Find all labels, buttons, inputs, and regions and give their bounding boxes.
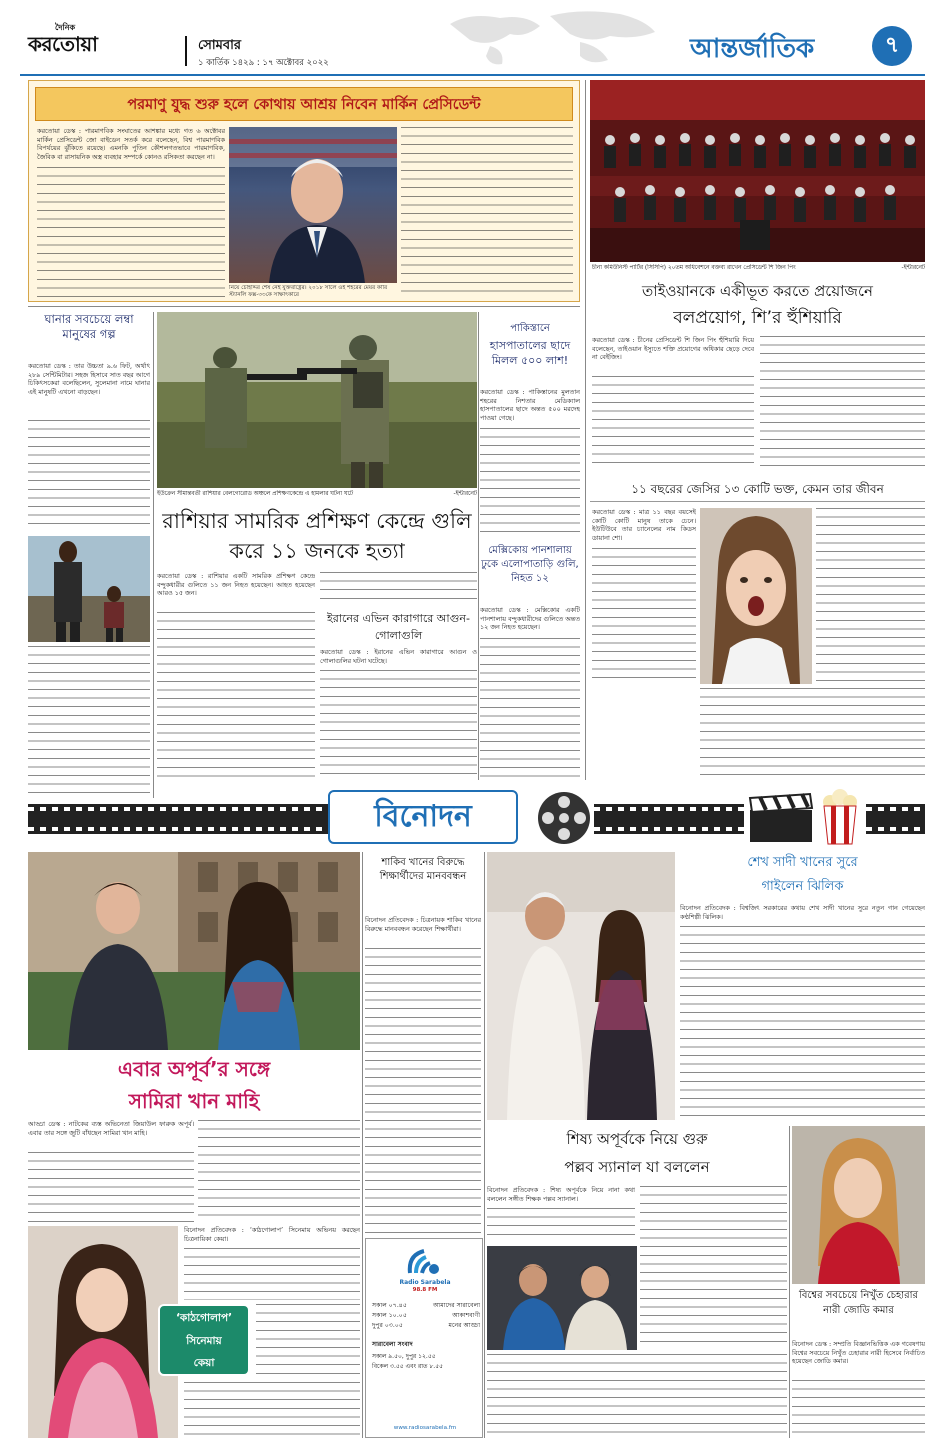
nuke-col1-text <box>37 167 225 297</box>
radio-logo-icon <box>404 1245 444 1279</box>
jodie-text <box>792 1380 925 1438</box>
apurba-lead: আড্ডা ডেস্ক : নাটকের ব্যস্ত অভিনেতা জিয়াউল ফারুক অপূর্ব। এবার তার সঙ্গে জুটি বাঁধছেন সামিরা খান মাহি। <box>28 1120 194 1137</box>
keya-text-2 <box>256 1304 360 1378</box>
apurba-mahi-photo <box>28 852 360 1050</box>
column-rule <box>585 80 586 780</box>
jodie-headline: বিশ্বের সবচেয়ে নিখুঁত চেহারার নারী জোডি কমার <box>798 1290 919 1316</box>
shakib-headline: শাকিব খানের বিরুদ্ধে শিক্ষার্থীদের মানববন্ধন <box>379 857 467 882</box>
schedule-row: সকাল ১০.০৫ আকাশবাণী <box>372 1312 480 1319</box>
day-label: সোমবার <box>198 38 242 53</box>
biden-photo-caption: নিয়ে চৌহদ্দির শেষ নেই যুক্তরাষ্ট্রের। ২০১৮ সালে ওই শহরের মেয়র কারি স্ট্যানলি ফক্স-৩৩কে সাক্ষাৎকারে <box>229 285 388 298</box>
clapperboard-icon <box>748 792 814 844</box>
film-reel-icon <box>536 790 592 846</box>
nuke-article-box <box>28 80 580 302</box>
pakistan-kicker: পাকিস্তানে <box>510 323 550 334</box>
ghana-text-1 <box>28 420 150 532</box>
apurba-headline-2: সামিরা খান মাহি <box>128 1089 260 1113</box>
pallab-lead: বিনোদন প্রতিবেদক : শিষ্য অপূর্বকে নিয়ে নানা কথা বললেন সঙ্গীত শিক্ষক পল্লব স্যানাল। <box>487 1186 635 1203</box>
iran-lead: করতোয়া ডেস্ক : ইরানের এভিন কারাগারে আগুন ও গোলাগুলির ঘটনা ঘটেছে। <box>320 648 477 665</box>
russia-text-1 <box>157 612 315 780</box>
radio-ad <box>365 1238 483 1438</box>
popcorn-icon <box>818 788 862 846</box>
pallab-text-1 <box>487 1208 635 1242</box>
china-congress-photo <box>590 80 925 262</box>
russia-headline: রাশিয়ার সামরিক প্রশিক্ষণ কেন্দ্রে গুলি করে ১১ জনকে হত্যা <box>162 509 472 563</box>
russian-soldiers-photo <box>157 312 477 488</box>
mexico-lead: করতোয়া ডেস্ক : মেক্সিকোর একটি পানশালায় বন্দুকধারীদের গুলিতে অন্তত ১২ জন নিহত হয়েছেন। <box>480 606 580 632</box>
russia-text-2 <box>320 572 477 606</box>
radio-frequency: 98.8 FM <box>412 1287 438 1293</box>
china-lead: করতোয়া ডেস্ক : চীনের প্রেসিডেন্ট শি জিন পিং হুঁশিয়ারি দিয়ে বলেছেন, তাইওয়ান ইস্যুতে শক্তি প্রয়োগের অধিকার ছেড়ে দেবে না বেইজিং। <box>592 336 754 362</box>
pallab-headline-1: শিষ্য অপূর্বকে নিয়ে গুরু <box>566 1130 708 1148</box>
iran-headline: ইরানের এভিন কারাগারে আগুন-গোলাগুলি <box>327 612 470 642</box>
girl-text-3 <box>700 688 925 780</box>
keya-badge-line-2: সিনেমায় <box>186 1335 222 1347</box>
china-photo-caption: চীনা কমিউনিস্ট পার্টির (সিসিপি) ২০তম অধিবেশনে বক্তব্য রাখেন প্রেসিডেন্ট শি জিন পিং <box>592 265 796 271</box>
jodie-lead: বিনোদন ডেস্ক : সম্প্রতি বিজ্ঞানভিত্তিক এক গবেষণায় বিশ্বের সবচেয়ে নিখুঁত চেহারার নারী হিসেবে নির্বাচিত হয়েছেন জোডি কমার। <box>792 1340 925 1366</box>
girl-text-2 <box>816 508 925 684</box>
jhilik-headline-2: গাইলেন ঝিলিক <box>761 879 844 894</box>
radio-news-label: সারাবেলা সংবাদ <box>372 1341 413 1348</box>
shakib-lead: বিনোদন প্রতিবেদক : চিত্রনায়ক শাকিব খানের বিরুদ্ধে মানববন্ধন করেছেন শিক্ষার্থীরা। <box>365 916 481 933</box>
girl-headline: ১১ বছরের জেসির ১৩ কোটি ভক্ত, কেমন তার জীবন <box>631 482 884 496</box>
china-photo-credit: -ইন্টারনেট <box>901 265 925 271</box>
section-title: আন্তর্জাতিক <box>690 34 815 64</box>
column-rule <box>478 312 479 780</box>
apurba-text-1 <box>28 1152 194 1222</box>
entertainment-title: বিনোদন <box>374 799 472 834</box>
nuke-headline: পরমাণু যুদ্ধ শুরু হলে কোথায় আশ্রয় নিবেন মার্কিন প্রেসিডেন্ট <box>127 97 481 113</box>
ghana-headline: ঘানার সবচেয়ে লম্বা মানুষের গল্প <box>44 312 134 341</box>
column-rule <box>484 852 485 1438</box>
nuke-headline-bar <box>35 87 573 121</box>
china-text-1 <box>592 376 754 470</box>
entertainment-title-box <box>328 790 518 844</box>
mexico-headline: মেক্সিকোয় পানশালায় ঢুকে এলোপাতাড়ি গুলি, নিহত ১২ <box>481 545 579 584</box>
masthead-rule <box>20 74 925 76</box>
keya-text-3 <box>184 1382 360 1438</box>
pakistan-text <box>480 428 580 540</box>
ghana-lead: করতোয়া ডেস্ক : তার উচ্চতা ৯.৬ ফিট, অর্থাৎ ২৮৯ সেন্টিমিটার। সহজ হিসাবে সাত বছর আগে চিকিৎসকেরা বলেছিলেন, সুলেমানা নামে ঘানার এই মানুষটি এখনো বাড়ছেন। <box>28 362 150 396</box>
tall-man-photo <box>28 536 150 642</box>
shakib-text <box>365 948 481 1234</box>
apurba-headline-1: এবার অপূর্ব’র সঙ্গে <box>117 1057 271 1081</box>
film-strip-left <box>28 804 348 834</box>
ghana-text-2 <box>28 646 150 798</box>
keya-photo <box>28 1226 178 1438</box>
radio-name: Radio Sarabela <box>399 1279 451 1286</box>
apurba-text-2 <box>198 1120 360 1222</box>
iran-text <box>320 670 477 780</box>
pallab-text-3 <box>487 1354 787 1438</box>
keya-lead: বিনোদন প্রতিবেদক : ‘কাঠগোলাপ’ সিনেমায় অভিনয় করছেন চিত্রনায়িকা কেয়া। <box>184 1226 360 1243</box>
keya-badge <box>158 1304 250 1376</box>
column-rule <box>789 1126 790 1438</box>
pallab-headline-2: পল্লব স্যানাল যা বললেন <box>564 1158 710 1176</box>
pakistan-headline: হাসপাতালের ছাদে মিলল ৫০০ লাশ! <box>489 339 571 367</box>
section-rule <box>28 306 580 307</box>
pallab-photo <box>487 1246 637 1350</box>
film-strip-right <box>594 804 744 834</box>
keya-badge-line-3: কেয়া <box>193 1357 215 1369</box>
mexico-text <box>480 638 580 780</box>
jodie-photo <box>792 1126 925 1284</box>
film-strip-end <box>866 804 925 834</box>
biden-photo <box>229 127 397 283</box>
china-headline-2: বলপ্রয়োগ, শি’র হুঁশিয়ারি <box>673 308 842 328</box>
girl-photo <box>700 508 812 684</box>
paper-small-label: দৈনিক <box>55 23 76 32</box>
nuke-col3-text <box>401 127 573 297</box>
masthead <box>0 0 945 76</box>
jhilik-lead: বিনোদন প্রতিবেদক : বিশ্বজিৎ সরকারের কথায় শেখ সাদী খানের সুরে নতুন গান গেয়েছেন কণ্ঠশিল্পী ঝিলিক। <box>680 904 925 921</box>
keya-badge-line-1: ‘কাঠগোলাপ’ <box>175 1312 233 1324</box>
radio-website-link[interactable]: www.radiosarabela.fm <box>393 1425 457 1431</box>
jhilik-text <box>680 926 925 1120</box>
radio-schedule <box>372 1301 480 1331</box>
radio-news-times-2: বিকেল ৩.৫৫ এবং রাত ৮.৫৫ <box>372 1363 443 1370</box>
pallab-text-2 <box>640 1186 787 1346</box>
jhilik-headline-1: শেখ সাদী খানের সুরে <box>747 855 858 870</box>
girl-lead: করতোয়া ডেস্ক : মাত্র ১১ বছর বয়সেই কোটি কোটি মানুষ তাকে চেনে। ইউটিউবে তার চ্যানেলের নাম কিডস ডায়ানা শো। <box>592 508 696 542</box>
entertainment-banner <box>28 788 925 848</box>
jhilik-photo <box>487 852 675 1120</box>
russia-photo-credit: -ইন্টারনেট <box>453 491 477 497</box>
china-text-2 <box>760 336 925 470</box>
radio-news-times-1: সকাল ৯.৫০, দুপুর ১২.৫৫ <box>372 1353 436 1360</box>
masthead-divider <box>185 36 187 66</box>
world-map-watermark <box>430 4 670 70</box>
paper-logo: করতোয়া <box>28 32 98 56</box>
schedule-row: সকাল ০৭.৪৫ আমাদের সারাবেলা <box>372 1302 480 1309</box>
date-label: ১ কার্তিক ১৪২৯ : ১৭ অক্টোবর ২০২২ <box>198 58 329 68</box>
schedule-row: দুপুর ০৩.০৫ মনের আড্ডা <box>372 1322 480 1329</box>
page-number: ৭ <box>884 33 900 58</box>
keya-text-1 <box>184 1248 360 1300</box>
column-rule <box>153 312 154 798</box>
column-rule <box>362 852 363 1438</box>
girl-text-1 <box>592 548 696 684</box>
girl-headline-box <box>590 476 925 502</box>
nuke-lead: করতোয়া ডেস্ক : পারমাণবিক সংঘাতের আশঙ্কার মধ্যে গত ৬ অক্টোবর মার্কিন প্রেসিডেন্ট জো বাইডেন সতর্ক করে বলেছেন, বিশ্ব পারমাণবিক বিপর্যয়ের ঝুঁকিতে রয়েছে। এমনকি পুতিন কৌশলগতভাবে পারমাণবিক, জৈবিক বা রাসায়নিক অস্ত্র ব্যবহার সম্পর্কে কোনও রসিকতা করছেন না। <box>37 127 225 161</box>
russia-lead: করতোয়া ডেস্ক : রাশিয়ার একটি সামরিক প্রশিক্ষণ কেন্দ্রে বন্দুকধারীর গুলিতে ১১ জন নিহত হয়েছেন। আহত হয়েছেন আরও ১৫ জন। <box>157 572 315 598</box>
page-number-badge <box>872 26 912 66</box>
russia-photo-caption: ইউক্রেন সীমান্তবর্তী রাশিয়ার বেলগোরোড অঞ্চলে প্রশিক্ষণকেন্দ্রে এ হামলার ঘটনা ঘটে <box>157 491 354 497</box>
pakistan-lead: করতোয়া ডেস্ক : পাকিস্তানের মুলতান শহরের নিশতার মেডিক্যাল হাসপাতালের ছাদে অন্তত ৫০০ মরদেহ পাওয়া গেছে। <box>480 388 580 422</box>
china-headline-1: তাইওয়ানকে একীভূত করতে প্রয়োজনে <box>642 282 873 300</box>
